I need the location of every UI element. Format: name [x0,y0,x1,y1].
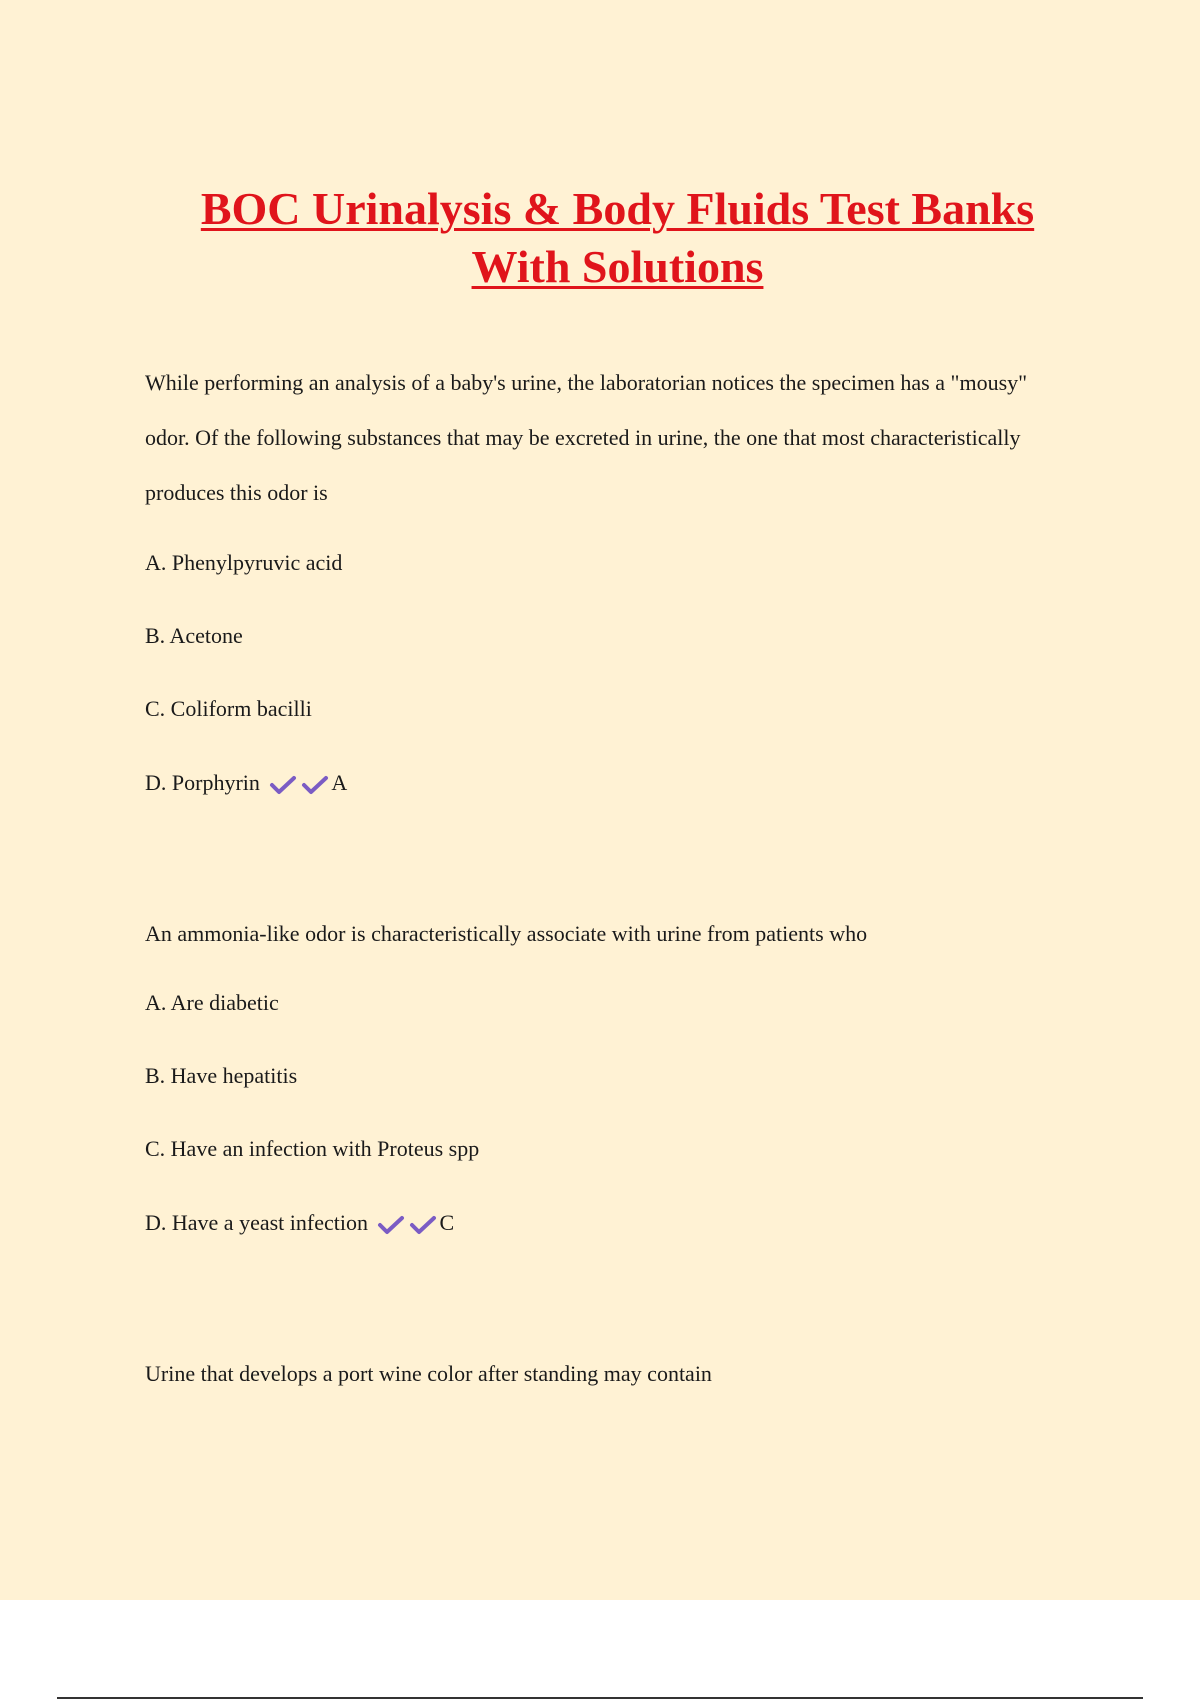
question-3-stem: Urine that develops a port wine color after standing may contain [145,1361,712,1386]
question-1-option-a: A. Phenylpyruvic acid [145,550,343,575]
question-1-option-d-row [145,768,347,798]
question-2-answer: C [439,1210,455,1235]
double-checkmark-icon [269,773,329,797]
title-line-2: With Solutions [471,241,764,292]
page-divider [57,1697,1143,1699]
question-2-option-b: B. Have hepatitis [145,1063,298,1088]
question-1-option-d: D. Porphyrin [145,770,260,795]
question-2-option-d-row [145,1208,454,1238]
question-2-stem: An ammonia-like odor is characteristically associate with urine from patients who [145,921,868,946]
question-1-answer: A [331,770,348,795]
question-1-stem: While performing an analysis of a baby's urine, the laboratorian notices the specimen has a "mousy" odor. Of the following substances that may be excreted in urine, the one that most characteristically produces this odor is [145,370,1028,505]
question-2-option-a: A. Are diabetic [145,990,279,1015]
question-2-option-d: D. Have a yeast infection [145,1210,368,1235]
question-1-option-c: C. Coliform bacilli [145,696,312,721]
title-line-1: BOC Urinalysis & Body Fluids Test Banks [200,183,1035,234]
document-title [150,180,1085,296]
double-checkmark-icon [377,1213,437,1237]
question-1-option-b: B. Acetone [145,623,243,648]
question-2-option-c: C. Have an infection with Proteus spp [145,1136,480,1161]
